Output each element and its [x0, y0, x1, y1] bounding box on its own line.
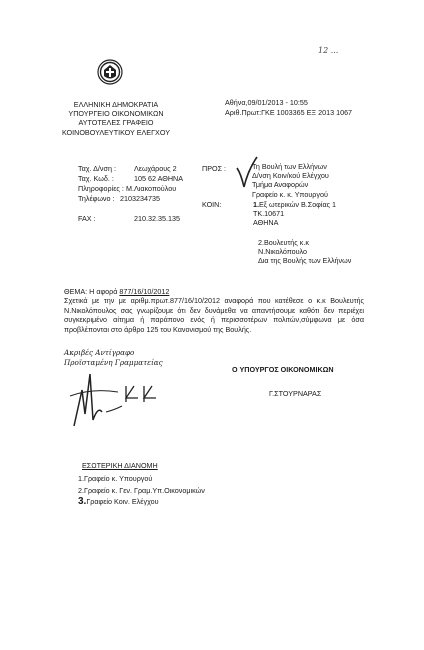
address-value: Λεωχάρους 2 [134, 164, 177, 173]
info-label: Πληροφορίες : [78, 184, 124, 193]
internal-item: 1.Γραφείο κ. Υπουργού [78, 474, 153, 483]
subject-body: Σχετικά με την με αριθμ.πρωτ.877/16/10/2012 αναφορά που κατέθεσε ο κ.κ Βουλευτής Ν.Νικολόπουλος σας γνωρίζουμε ότι δεν δυνάμεθα να απαντήσουμε καθότι δεν περιέχει συγκεκριμένο αίτημα ή παράπονο ενός ή περισσοτέρων πολιτών,σύμφωνα με όσα προβλέπονται στο άρθρο 125 του Κανονισμού της Βουλής. [64, 296, 364, 334]
to-line: Γραφείο κ. κ. Υπουργού [252, 189, 328, 199]
subject-prefix: ΘΕΜΑ: Η αφορά [64, 287, 118, 296]
to-line: Τμήμα Αναφορών [252, 180, 309, 190]
internal-item: 2.Γραφείο κ. Γεν. Γραμ.Υπ.Οικονομικών [78, 485, 205, 495]
to-line: Δ/νση Κοιν/κού Ελέγχου [252, 171, 329, 181]
subject-reference: 877/16/10/2012 [119, 287, 170, 296]
fax-value: 210.32.35.135 [134, 214, 180, 223]
protocol-number: Αριθ.Πρωτ:ΓΚΕ 1003365 ΕΞ 2013 1067 [225, 108, 353, 117]
internal-item [78, 496, 205, 508]
to-label: ΠΡΟΣ : [202, 164, 227, 173]
header-line: ΕΛΛΗΝΙΚΗ ΔΗΜΟΚΡΑΤΙΑ [73, 100, 159, 109]
signatory-name: Γ.ΣΤΟΥΡΝΑΡΑΣ [269, 389, 322, 398]
info-value: Μ.Λιακοπούλου [126, 184, 177, 193]
to-address [252, 162, 329, 199]
header-line: ΥΠΟΥΡΓΕΙΟ ΟΙΚΟΝΟΜΙΚΩΝ [68, 109, 164, 119]
issuer-header [60, 100, 172, 137]
cc-line: ΤΚ.10671 [253, 209, 285, 219]
address-label: Ταχ. Δ/νση : [78, 164, 116, 173]
internal-item-number: 3. [78, 496, 87, 507]
cc-line-text: Εξ ωτερικών Β.Σοφίας 1 [259, 200, 337, 209]
certification-line-1: Ακριβές Αντίγραφο [64, 348, 135, 357]
internal-distribution-title: ΕΣΩΤΕΡΙΚΗ ΔΙΑΝΟΜΗ [82, 461, 158, 470]
postcode-value: 105 62 ΑΘΗΝΑ [134, 174, 183, 183]
phone-label: Τηλέφωνο : [78, 194, 115, 203]
header-line: ΑΥΤΟΤΕΛΕΣ ΓΡΑΦΕΙΟ [78, 118, 154, 128]
fax-label: FAX : [78, 214, 96, 223]
header-line: ΚΟΙΝΟΒΟΥΛΕΥΤΙΚΟΥ ΕΛΕΓΧΟΥ [61, 127, 171, 137]
subject-line [64, 287, 169, 296]
postcode-label: Ταχ. Κωδ. : [78, 174, 114, 183]
handwritten-signature [68, 368, 168, 435]
internal-list [78, 473, 205, 508]
cc2-line: Δια της Βουλής των Ελλήνων [258, 256, 352, 266]
phone-value: 2103234735 [120, 194, 160, 203]
date-line: Αθήνα,09/01/2013 - 10:55 [225, 98, 308, 107]
cc2-address [258, 238, 351, 266]
cc2-line: Ν.Νικολόπουλο [258, 247, 307, 257]
cc-line: ΑΘΗΝΑ [253, 218, 279, 228]
cc-number: 1. [253, 200, 259, 209]
cc2-line: 2.Βουλευτής κ.κ [258, 238, 309, 247]
to-line: Τη Βουλή των Ελλήνων [252, 162, 327, 171]
internal-item-text: Γραφείο Κοιν. Ελέγχου [86, 497, 159, 506]
cc-address [253, 200, 336, 228]
page-stamp: 12 ... [318, 46, 339, 55]
cc-label: ΚΟΙΝ: [202, 200, 222, 209]
greek-coat-of-arms-emblem [97, 59, 123, 90]
signatory-title: Ο ΥΠΟΥΡΓΟΣ ΟΙΚΟΝΟΜΙΚΩΝ [232, 365, 334, 374]
certification-line-2: Προϊσταμένη Γραμματείας [64, 358, 163, 367]
cc-line [253, 200, 336, 209]
